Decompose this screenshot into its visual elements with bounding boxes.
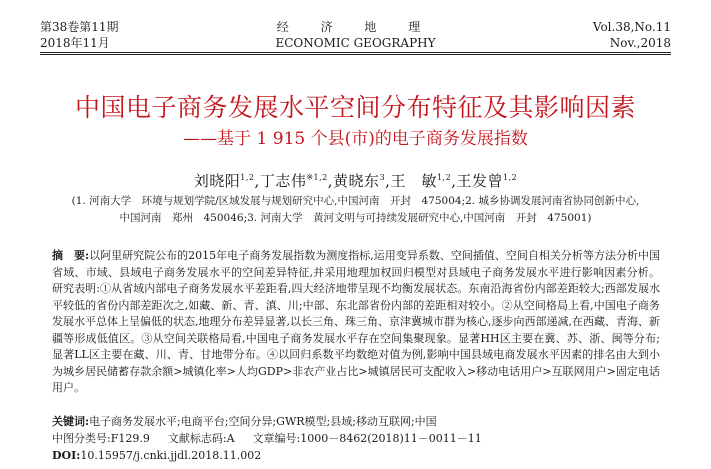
paper-title: 中国电子商务发展水平空间分布特征及其影响因素 [74, 93, 636, 122]
author-list: 刘晓阳$^{1,2}$,丁志伟$^{※1,2}$,黄晓东$^3$,王 敏$^{1,2}$,王发曾$^{1,2}$ [193, 172, 518, 190]
document-code-value: A [226, 432, 235, 445]
journal-name-cn: 经 济 地 理 [276, 20, 435, 34]
article-number-value: 1000－8462(2018)11－0011－11 [300, 432, 482, 445]
affiliation-line: 中国河南 郑州 450046;3. 河南大学 黄河文明与可持续发展研究中心,中国河南 开封 475001) [119, 212, 592, 224]
author: 丁志伟 [259, 172, 307, 190]
keywords-text: 电子商务发展水平;电商平台;空间分异;GWR模型;县域;移动互联网;中国 [89, 415, 437, 428]
author-affiliation-mark: ※1,2 [306, 173, 328, 182]
author-affiliation-mark: 1,2 [436, 173, 452, 182]
document-code-label: 文献标志码: [167, 432, 227, 445]
abstract-text: 以阿里研究院公布的2015年电子商务发展指数为测度指标,运用变异系数、空间插值、空间自相关分析等方法分析中国省域、市域、县域电子商务发展水平的空间差异特征,并采用地理加权回归模型对县域电子商务发展水平进行影响因素分析。研究表明:①从省域内部电子商务发展水平差距看,四大经济地带呈现不均衡发展状态。东南沿海省份内部差距较大;西部发展水平较低的省份内部差距次之,如藏、新、青、滇、川;中部、东北部省份内部的差距相对较小。②从空间格局上看,中国电子商务发展水平总体上呈偏低的状态,地理分布差异显著,以长三角、珠三角、京津冀城市群为核心,逐步向西部递减,在西藏、青海、新疆等形成低值区。③从空间关联格局看,中国电子商务发展水平存在空间集聚现象。显著HH区主要在冀、苏、浙、闽等分布;显著LL区主要在藏、川、青、甘地带分布。④以回归系数平均数绝对值为例,影响中国县域电商发展水平因素的排名由大到小为城乡居民储蓄存款余额>城镇化率>人均GDP>非农产业占比>城镇居民可支配收入>移动电话用户>互联网用户>固定电话用户。 [52, 249, 660, 394]
journal-name-en: ECONOMIC GEOGRAPHY [275, 36, 436, 50]
abstract [52, 248, 660, 397]
doi-label: DOI: [52, 449, 81, 462]
header-rule-bottom [40, 54, 671, 55]
publication-date-en: Nov.,2018 [609, 36, 671, 50]
author-affiliation-mark: 1,2 [502, 173, 518, 182]
article-number-label: 文章编号: [252, 432, 301, 445]
keywords [52, 414, 660, 431]
affiliation-line: (1. 河南大学 环境与规划学院/区域发展与规划研究中心,中国河南 开封 475004;2. 城乡协调发展河南省协同创新中心, [71, 195, 640, 207]
keywords-label: 关键词: [52, 415, 90, 428]
author: 王发曾 [456, 172, 503, 190]
clc-label: 中图分类号: [52, 432, 111, 445]
doi-value[interactable]: 10.15957/j.cnki.jjdl.2018.11.002 [80, 449, 262, 462]
author: 王 敏 [390, 172, 437, 190]
volume-issue: 第38卷第11期 [40, 20, 119, 34]
author: 黄晓东 [333, 172, 380, 190]
volume-issue-en: Vol.38,No.11 [592, 20, 671, 34]
publication-date: 2018年11月 [40, 36, 110, 50]
affiliations [50, 193, 661, 227]
doi-line [52, 448, 660, 465]
author: 刘晓阳 [193, 172, 241, 190]
clc-value: F129.9 [110, 432, 150, 445]
author-affiliation-mark: 1,2 [240, 173, 255, 182]
running-head-right [593, 19, 671, 51]
header-rule-top [40, 52, 671, 53]
classification-line [52, 431, 660, 448]
paper-subtitle: ——基于 1 915 个县(市)的电子商务发展指数 [183, 129, 528, 149]
author-affiliation-mark: 3 [379, 173, 386, 182]
abstract-label: 摘 要: [52, 249, 90, 262]
